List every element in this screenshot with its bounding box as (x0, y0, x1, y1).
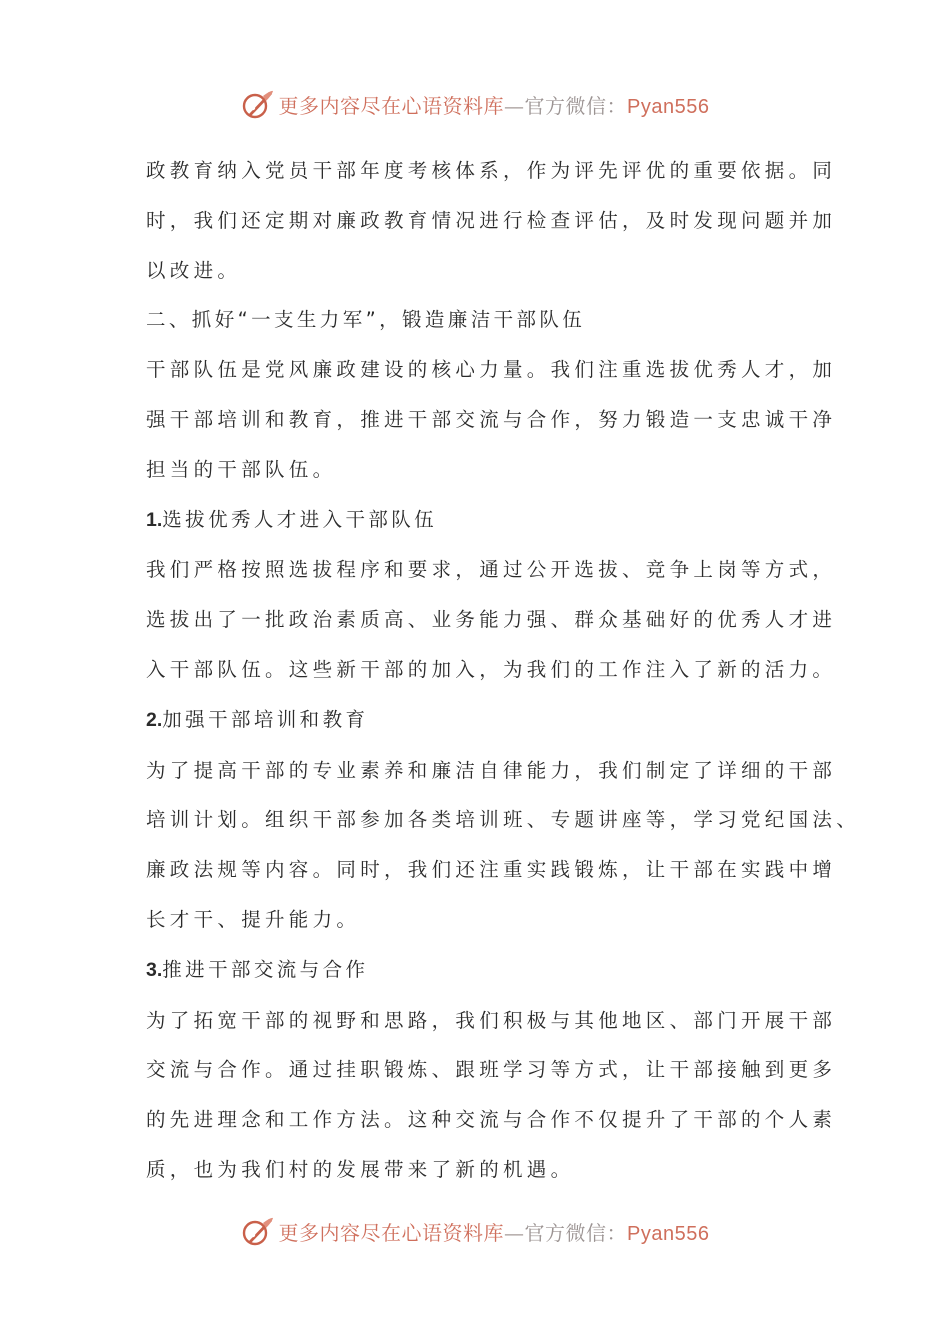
text-line: 以改进。 (146, 258, 242, 282)
watermark-wechat-label: 官方微信： (524, 93, 628, 118)
subheading-text: 加强干部培训和教育 (162, 707, 369, 731)
subheading-2 (146, 695, 826, 746)
watermark-wechat-label: 官方微信： (524, 1220, 628, 1245)
watermark-text: 更多内容尽在心语资料库 (278, 1220, 505, 1245)
paragraph-3 (146, 545, 837, 694)
text-line: 培训计划。组织干部参加各类培训班、专题讲座等，学习党纪国法、 (146, 808, 861, 832)
subheading-number: 1. (146, 508, 163, 531)
text-line: 时，我们还定期对廉政教育情况进行检查评估，及时发现问题并加 (146, 208, 837, 232)
watermark-dash: — (504, 93, 525, 118)
watermark-wechat-id: Pyan556 (627, 95, 710, 118)
paragraph-5 (146, 996, 837, 1195)
watermark-dash: — (504, 1220, 525, 1245)
section-heading-2: 二、抓好“一支生力军”，锻造廉洁干部队伍 (146, 308, 586, 332)
watermark-text: 更多内容尽在心语资料库 (278, 93, 505, 118)
text-line: 质，也为我们村的发展带来了新的机遇。 (146, 1157, 575, 1181)
text-line: 我们严格按照选拔程序和要求，通过公开选拔、竞争上岗等方式， (146, 558, 837, 582)
header-watermark (0, 84, 950, 124)
text-line: 交流与合作。通过挂职锻炼、跟班学习等方式，让干部接触到更多 (146, 1058, 837, 1082)
quill-pen-circle-icon (241, 1214, 275, 1248)
text-line: 长才干、提升能力。 (146, 907, 361, 931)
watermark-wechat-id: Pyan556 (627, 1222, 710, 1245)
text-line: 担当的干部队伍。 (146, 457, 337, 481)
subheading-number: 2. (146, 708, 163, 731)
text-line: 选拔出了一批政治素质高、业务能力强、群众基础好的优秀人才进 (146, 608, 837, 632)
text-line: 入干部队伍。这些新干部的加入，为我们的工作注入了新的活力。 (146, 657, 837, 681)
text-line: 政教育纳入党员干部年度考核体系，作为评先评优的重要依据。同 (146, 159, 837, 182)
text-line: 的先进理念和工作方法。这种交流与合作不仅提升了干部的个人素 (146, 1108, 837, 1132)
subheading-text: 推进干部交流与合作 (162, 957, 369, 981)
subheading-3 (146, 945, 826, 996)
paragraph-1 (146, 146, 837, 295)
text-line: 为了提高干部的专业素养和廉洁自律能力，我们制定了详细的干部 (146, 758, 837, 782)
paragraph-2 (146, 345, 837, 494)
text-line: 为了拓宽干部的视野和思路，我们积极与其他地区、部门开展干部 (146, 1008, 837, 1032)
document-body (146, 146, 861, 1195)
subheading-1 (146, 495, 826, 546)
quill-pen-circle-icon (241, 87, 275, 121)
text-line: 廉政法规等内容。同时，我们还注重实践锻炼，让干部在实践中增 (146, 858, 837, 882)
text-line: 干部队伍是党风廉政建设的核心力量。我们注重选拔优秀人才，加 (146, 358, 837, 382)
paragraph-4 (146, 746, 861, 945)
text-line: 强干部培训和教育，推进干部交流与合作，努力锻造一支忠诚干净 (146, 407, 837, 431)
footer-watermark (0, 1211, 950, 1251)
subheading-text: 选拔优秀人才进入干部队伍 (162, 507, 438, 531)
subheading-number: 3. (146, 958, 163, 981)
